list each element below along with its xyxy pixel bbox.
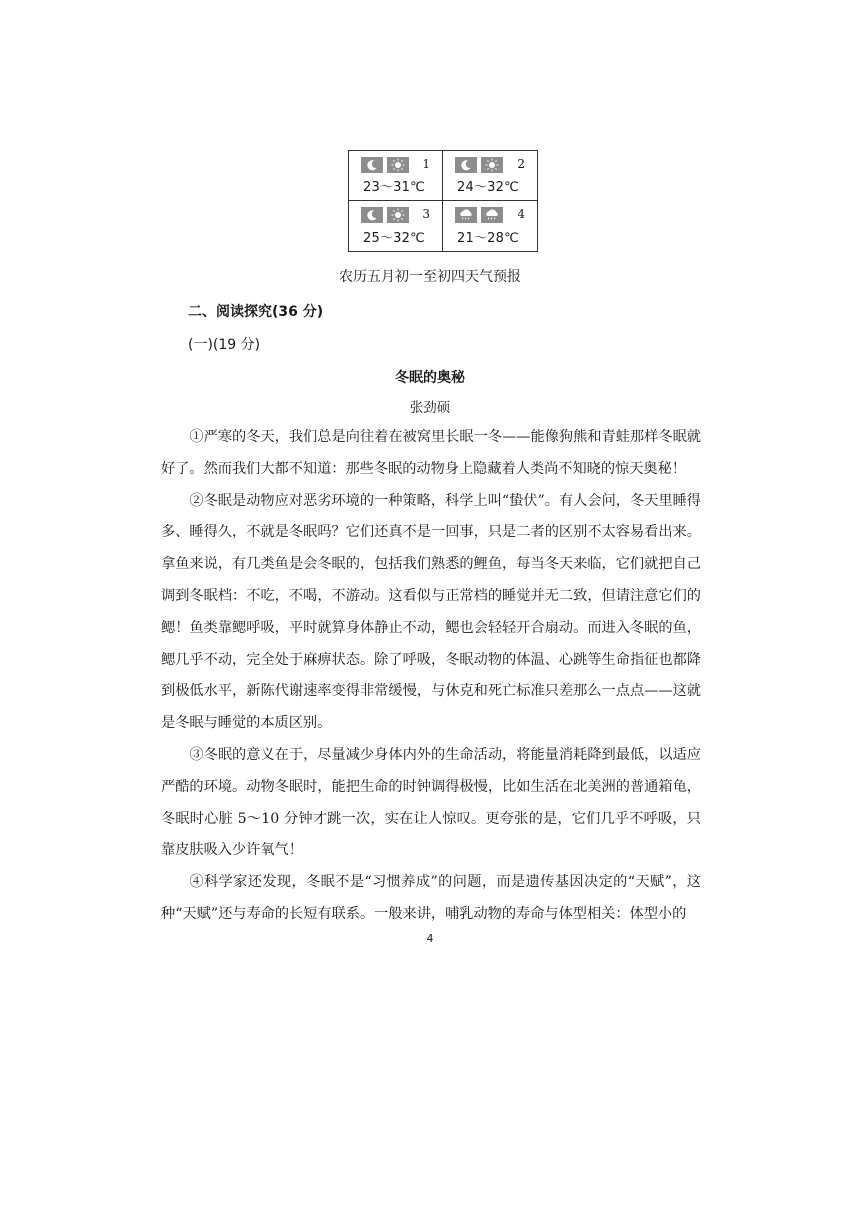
- forecast-cell-day-2: [443, 151, 537, 201]
- sun-icon: [387, 207, 409, 223]
- weather-forecast-table: [348, 150, 538, 252]
- article-title: 冬眠的奥秘: [395, 370, 465, 386]
- paragraph-3: ③冬眠的意义在于，尽量减少身体内外的生命活动，将能量消耗降到最低，以适应严酷的环境。动物冬眠时，能把生命的时钟调得极慢，比如生活在北美洲的普通箱龟，冬眠时心脏 5～10 分钟才跳一次，实在让人惊叹。更夸张的是，它们几乎不呼吸，只靠皮肤吸入少许氧气！: [161, 746, 701, 859]
- forecast-day-number: 1: [422, 157, 430, 171]
- rain-cloud-icon: [455, 207, 477, 223]
- forecast-cell-day-4: [443, 201, 537, 251]
- forecast-temperature: 24～32℃: [457, 180, 519, 195]
- forecast-day-number: 4: [517, 207, 525, 221]
- forecast-temperature: 23～31℃: [363, 180, 425, 195]
- paragraph-2: ②冬眠是动物应对恶劣环境的一种策略，科学上叫“蛰伏”。有人会问，冬天里睡得多、睡得久，不就是冬眠吗？它们还真不是一回事，只是二者的区别不太容易看出来。拿鱼来说，有几类鱼是会冬眠的，包括我们熟悉的鲤鱼，每当冬天来临，它们就把自己调到冬眠档：不吃，不喝，不游动。这看似与正常档的睡觉并无二致，但请注意它们的鳃！鱼类靠鳃呼吸，平时就算身体静止不动，鳃也会轻轻开合扇动。而进入冬眠的鱼，鳃几乎不动，完全处于麻痹状态。除了呼吸，冬眠动物的体温、心跳等生命指征也都降到极低水平，新陈代谢速率变得非常缓慢，与休克和死亡标准只差那么一点点——这就是冬眠与睡觉的本质区别。: [161, 492, 701, 732]
- moon-icon: [361, 207, 383, 223]
- forecast-cell-day-1: [349, 151, 443, 201]
- moon-icon: [455, 157, 477, 173]
- sun-icon: [387, 157, 409, 173]
- page-number: 4: [426, 932, 434, 945]
- subsection-heading: (一)(19 分): [188, 337, 261, 353]
- sun-icon: [481, 157, 503, 173]
- forecast-temperature: 21～28℃: [457, 231, 519, 246]
- paragraph-1: ①严寒的冬天，我们总是向往着在被窝里长眠一冬——能像狗熊和青蛙那样冬眠就好了。然而我们大都不知道：那些冬眠的动物身上隐藏着人类尚不知晓的惊天奥秘！: [161, 429, 701, 477]
- forecast-day-number: 3: [422, 207, 430, 221]
- article-author: 张劲硕: [409, 400, 451, 416]
- section-heading: 二、阅读探究(36 分): [188, 304, 324, 320]
- paragraph-4: ④科学家还发现，冬眠不是“习惯养成”的问题，而是遗传基因决定的“天赋”，这种“天赋”还与寿命的长短有联系。一般来讲，哺乳动物的寿命与体型相关：体型小的: [161, 874, 701, 922]
- article-body: [161, 422, 701, 931]
- moon-icon: [361, 157, 383, 173]
- rain-cloud-icon: [481, 207, 503, 223]
- forecast-temperature: 25～32℃: [363, 231, 425, 246]
- forecast-cell-day-3: [349, 201, 443, 251]
- forecast-day-number: 2: [517, 157, 525, 171]
- forecast-caption: 农历五月初一至初四天气预报: [339, 269, 521, 285]
